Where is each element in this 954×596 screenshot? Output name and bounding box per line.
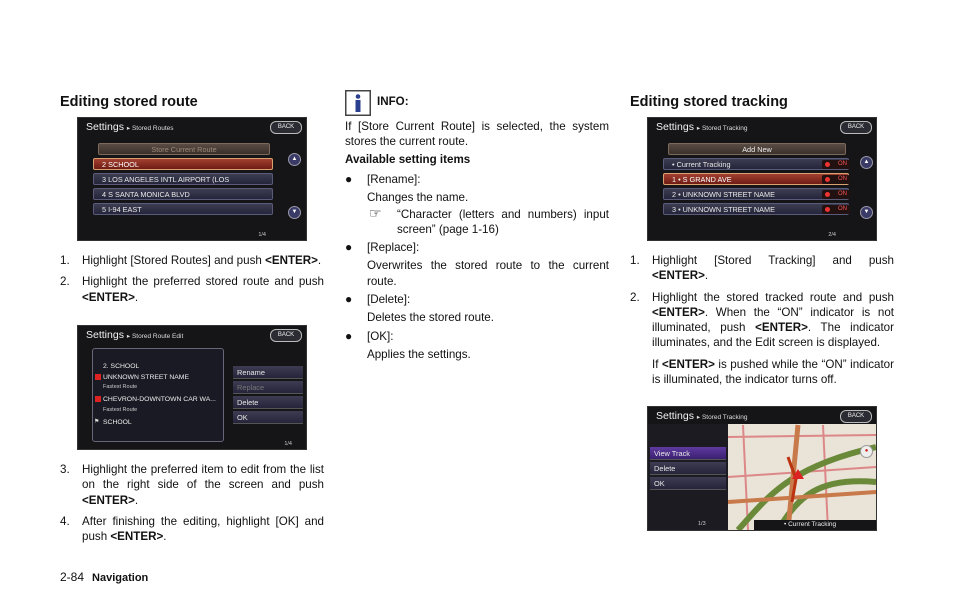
list-item: 3. Highlight the preferred item to edit from the list on the right side of the screen and push <ENTER>. xyxy=(60,463,324,507)
list-item[interactable]: 5 I-94 EAST xyxy=(93,203,273,215)
on-indicator[interactable]: ON xyxy=(822,190,850,199)
list-item: ● [Rename]: Changes the name. ☞ “Character (letters and numbers) input screen” (page 1-16) xyxy=(345,172,609,236)
menu-delete[interactable]: Delete xyxy=(650,462,726,475)
menu-replace[interactable]: Replace xyxy=(233,381,303,394)
list-item[interactable]: 2 SCHOOL xyxy=(93,158,273,170)
list-item[interactable]: • Current Tracking xyxy=(663,158,849,170)
scroll-down-icon[interactable]: ▼ xyxy=(860,206,873,219)
menu-ok[interactable]: OK xyxy=(233,411,303,424)
store-current-route-item[interactable]: Store Current Route xyxy=(98,143,270,155)
back-button[interactable]: BACK xyxy=(270,329,302,342)
available-items-heading: Available setting items xyxy=(345,153,471,166)
screen-title: Settings ▸ Stored Routes xyxy=(86,121,174,133)
scroll-down-icon[interactable]: ▼ xyxy=(288,206,301,219)
flag-icon xyxy=(95,374,101,380)
on-indicator[interactable]: ON xyxy=(822,175,850,184)
list-item[interactable]: 1 • S GRAND AVE xyxy=(663,173,849,185)
heading-editing-stored-route: Editing stored route xyxy=(60,94,198,110)
step-note: If <ENTER> is pushed while the “ON” indicator is illuminated, the indicator turns off. xyxy=(652,357,894,387)
screen-stored-routes xyxy=(77,117,307,241)
steps-list-2 xyxy=(60,462,324,550)
list-item[interactable]: 3 LOS ANGELES INTL AIRPORT (LOS xyxy=(93,173,273,185)
route-line: Fastest Route xyxy=(103,407,138,413)
screen-tracking-map xyxy=(647,406,877,531)
page-number: 2-84 xyxy=(60,570,85,584)
info-icon xyxy=(345,90,371,116)
page-reference: “Character (letters and numbers) input screen” (page 1-16) xyxy=(397,207,609,236)
destination-icon: ⚑ xyxy=(94,419,100,425)
list-item: 2. Highlight the preferred stored route and push <ENTER>. xyxy=(60,275,324,304)
flag-icon xyxy=(95,396,101,402)
menu-view-track[interactable]: View Track xyxy=(650,447,726,460)
route-line: CHEVRON-DOWNTOWN CAR WA... xyxy=(103,396,216,403)
list-item: ● [Delete]: Deletes the stored route. xyxy=(345,292,494,325)
screen-title: Settings ▸ Stored Route Edit xyxy=(86,329,184,341)
menu-rename[interactable]: Rename xyxy=(233,366,303,379)
list-item: 4. After finishing the editing, highlight [OK] and push <ENTER>. xyxy=(60,514,324,544)
page-indicator: 2/4 xyxy=(828,232,836,238)
route-panel xyxy=(92,348,224,442)
menu-ok[interactable]: OK xyxy=(650,477,726,490)
on-indicator[interactable]: ON xyxy=(822,160,850,169)
screen-title: Settings ▸ Stored Tracking xyxy=(656,410,748,422)
list-item: ● [Replace]: Overwrites the stored route to the current route. xyxy=(345,240,609,288)
info-label: INFO: xyxy=(377,95,409,108)
list-item: 1. Highlight [Stored Tracking] and push <ENTER>. xyxy=(630,254,894,283)
page-footer xyxy=(60,570,148,584)
heading-editing-stored-tracking: Editing stored tracking xyxy=(630,94,788,110)
screen-stored-route-edit xyxy=(77,325,307,450)
info-intro: If [Store Current Route] is selected, the system stores the current route. xyxy=(345,120,609,149)
list-item: 1. Highlight [Stored Routes] and push <ENTER>. xyxy=(60,254,322,267)
page-indicator: 1/4 xyxy=(258,232,266,238)
list-item: ● [OK]: Applies the settings. xyxy=(345,328,471,361)
page-indicator: 1/3 xyxy=(698,521,706,527)
route-line: SCHOOL xyxy=(103,419,132,426)
back-button[interactable]: BACK xyxy=(270,121,302,134)
back-button[interactable]: BACK xyxy=(840,121,872,134)
page-indicator: 1/4 xyxy=(284,441,292,447)
list-item[interactable]: 4 S SANTA MONICA BLVD xyxy=(93,188,273,200)
scroll-up-icon[interactable]: ▲ xyxy=(860,156,873,169)
route-line: UNKNOWN STREET NAME xyxy=(103,374,189,381)
route-line: Fastest Route xyxy=(103,384,138,390)
route-line: 2. SCHOOL xyxy=(103,363,140,370)
screen-title: Settings ▸ Stored Tracking xyxy=(656,121,748,133)
back-button[interactable]: BACK xyxy=(840,410,872,423)
screen-stored-tracking xyxy=(647,117,877,241)
on-indicator[interactable]: ON xyxy=(822,205,850,214)
list-item[interactable]: 3 • UNKNOWN STREET NAME xyxy=(663,203,849,215)
steps-list-1 xyxy=(60,253,324,311)
list-item[interactable]: 2 • UNKNOWN STREET NAME xyxy=(663,188,849,200)
map-control-icon[interactable]: ● xyxy=(860,445,873,458)
steps-list-3 xyxy=(630,253,894,393)
menu-delete[interactable]: Delete xyxy=(233,396,303,409)
setting-items-list xyxy=(345,172,609,362)
section-name: Navigation xyxy=(92,572,149,584)
scroll-up-icon[interactable]: ▲ xyxy=(288,153,301,166)
list-item: 2. Highlight the stored tracked route and push <ENTER>. When the “ON” indicator is not illuminated, push <ENTER>. The indicator illuminates, and the Edit screen is displayed. If <ENTER> is pushed while the “ON” indicator is illuminated, the indicator turns off. xyxy=(630,290,894,387)
status-bar: • Current Tracking xyxy=(754,520,876,530)
reference-hand-icon: ☞ xyxy=(369,204,382,221)
add-new-button[interactable]: Add New xyxy=(668,143,846,155)
